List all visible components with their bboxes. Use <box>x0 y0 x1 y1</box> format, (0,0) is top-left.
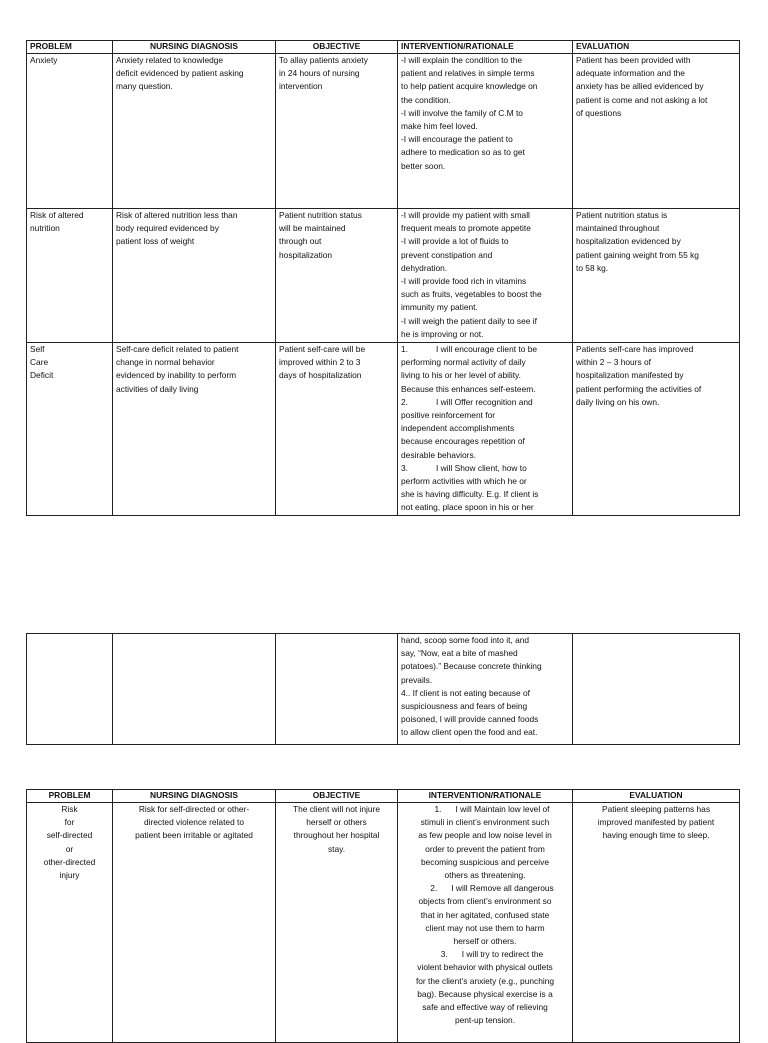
cell-text-line: deficit evidenced by patient asking <box>116 68 244 79</box>
problem-cell <box>27 343 113 516</box>
cell-text-line: she is having difficulty. E.g. If client is <box>401 489 539 500</box>
cell-text-line: patient been irritable or agitated <box>135 830 253 841</box>
cell-text-line: Patient self-care will be <box>279 344 366 354</box>
intervention-cell <box>398 209 573 343</box>
cell-text-line: maintained throughout <box>576 223 660 234</box>
list-text: I will encourage client to be <box>436 344 538 354</box>
header-evaluation: EVALUATION <box>573 41 740 54</box>
continuation-row <box>27 634 740 745</box>
cell-text-line: Anxiety <box>30 55 58 65</box>
objective-cell <box>276 209 398 343</box>
table-row <box>27 209 740 343</box>
intervention-cell <box>398 54 573 209</box>
cell-text-line: Anxiety related to knowledge <box>116 55 224 65</box>
evaluation-cell <box>573 343 740 516</box>
cell-text-line: Patients self-care has improved <box>576 344 694 354</box>
cell-text-line: desirable behaviors. <box>401 449 476 460</box>
cell-text-line: say, “Now, eat a bite of mashed <box>401 648 518 659</box>
header-nursing-diagnosis: NURSING DIAGNOSIS <box>113 41 276 54</box>
cell-text-line: patient loss of weight <box>116 236 195 247</box>
cell-text-line: for <box>64 817 75 828</box>
cell-text-line: hospitalization manifested by <box>576 370 684 381</box>
cell-text-line: injury <box>59 870 80 881</box>
list-number: 1. <box>434 804 442 814</box>
cell-text-line: -I will involve the family of C.M to <box>401 107 523 118</box>
objective-cell-empty <box>276 634 398 745</box>
cell-text-line: 4.. If client is not eating because of <box>401 687 530 698</box>
cell-text-line: -I will provide my patient with small <box>401 210 530 220</box>
cell-text-line: activities of daily living <box>116 383 199 394</box>
table-row <box>27 803 740 1043</box>
cell-text-line: -I will provide food rich in vitamins <box>401 276 527 287</box>
diagnosis-cell <box>113 343 276 516</box>
cell-text-line <box>401 948 569 961</box>
cell-text-line: adhere to medication so as to get <box>401 147 525 158</box>
list-number: 1. <box>401 344 408 354</box>
cell-text-line: potatoes).” Because concrete thinking <box>401 661 542 672</box>
objective-cell <box>276 54 398 209</box>
table-row <box>27 343 740 516</box>
cell-text-line: patient performing the activities of <box>576 383 702 394</box>
cell-text-line: client may not use them to harm <box>425 922 545 933</box>
list-number: 3. <box>440 949 448 960</box>
evaluation-cell-empty <box>573 634 740 745</box>
header-row <box>27 41 740 54</box>
cell-text-line: as few people and low noise level in <box>418 830 552 841</box>
cell-text-line: days of hospitalization <box>279 370 362 381</box>
cell-text-line: Risk of altered nutrition less than <box>116 210 238 220</box>
cell-text-line: other-directed <box>43 856 96 867</box>
cell-text-line: improved manifested by patient <box>597 817 715 828</box>
cell-text-line: objects from client’s environment so <box>418 896 552 907</box>
cell-text-line: positive reinforcement for <box>401 410 496 421</box>
problem-cell <box>27 54 113 209</box>
cell-text-line: safe and effective way of relieving <box>422 1002 548 1013</box>
care-plan-continuation-table <box>26 633 740 745</box>
cell-text-line: or <box>65 843 74 854</box>
cell-text-line: many question. <box>116 81 173 92</box>
cell-text-line <box>401 396 569 409</box>
cell-text-line: body required evidenced by <box>116 223 219 234</box>
cell-text-line: Care <box>30 357 49 368</box>
intervention-cell <box>398 343 573 516</box>
cell-text-line: stimuli in client’s environment such <box>420 817 550 828</box>
diagnosis-cell-empty <box>113 634 276 745</box>
header-objective: OBJECTIVE <box>276 790 398 803</box>
cell-text-line: hospitalization <box>279 249 333 260</box>
cell-text-line: Patient has been provided with <box>576 55 691 65</box>
cell-text-line: Risk of altered <box>30 210 84 220</box>
cell-text-line: Self <box>30 344 45 354</box>
evaluation-cell <box>573 803 740 1043</box>
cell-text-line: such as fruits, vegetables to boost the <box>401 289 542 300</box>
cell-text-line: patient gaining weight from 55 kg <box>576 249 699 260</box>
list-text: I will Offer recognition and <box>436 396 533 407</box>
cell-text-line: within 2 – 3 hours of <box>576 357 651 368</box>
cell-text-line: -I will weigh the patient daily to see if <box>401 315 537 326</box>
cell-text-line: to help patient acquire knowledge on <box>401 81 538 92</box>
cell-text-line: evidenced by inability to perform <box>116 370 237 381</box>
intervention-cell <box>398 803 573 1043</box>
cell-text-line: adequate information and the <box>576 68 685 79</box>
cell-text-line: make him feel loved. <box>401 121 478 132</box>
cell-text-line: patient and relatives in simple terms <box>401 68 535 79</box>
cell-text-line: not eating, place spoon in his or her <box>401 502 534 513</box>
care-plan-table-2 <box>26 789 740 1043</box>
cell-text-line: prevails. <box>401 674 433 685</box>
care-plan-table-1 <box>26 40 740 516</box>
cell-text-line: hospitalization evidenced by <box>576 236 681 247</box>
cell-text-line <box>401 343 569 356</box>
cell-text-line: daily living on his own. <box>576 396 660 407</box>
list-text: I will Maintain low level of <box>455 804 550 814</box>
cell-text-line: intervention <box>279 81 323 92</box>
cell-text-line: violent behavior with physical outlets <box>417 962 553 973</box>
cell-text-line: through out <box>279 236 322 247</box>
header-row <box>27 790 740 803</box>
cell-text-line: The client will not injure <box>292 804 381 814</box>
cell-text-line: he is improving or not. <box>401 328 484 339</box>
diagnosis-cell <box>113 54 276 209</box>
cell-text-line: living to his or her level of ability. <box>401 370 521 381</box>
cell-text-line: suspiciousness and fears of being <box>401 701 528 712</box>
cell-text-line: for the client’s anxiety (e.g., punching <box>415 975 555 986</box>
cell-text-line <box>401 882 569 895</box>
diagnosis-cell <box>113 209 276 343</box>
cell-text-line: change in normal behavior <box>116 357 215 368</box>
cell-text-line: -I will explain the condition to the <box>401 55 523 65</box>
cell-text-line: bag). Because physical exercise is a <box>417 988 553 999</box>
list-number: 2. <box>401 396 408 407</box>
cell-text-line: Risk for self-directed or other- <box>138 804 250 814</box>
list-text: I will Remove all dangerous <box>451 883 554 894</box>
list-text: I will Show client, how to <box>436 462 527 473</box>
cell-text-line: better soon. <box>401 160 446 171</box>
cell-text-line: patient is come and not asking a lot <box>576 94 708 105</box>
list-number: 2. <box>430 883 438 894</box>
intervention-cell <box>398 634 573 745</box>
cell-text-line: independent accomplishments <box>401 423 515 434</box>
cell-text-line: To allay patients anxiety <box>279 55 368 65</box>
cell-text-line: in 24 hours of nursing <box>279 68 360 79</box>
cell-text-line: to allow client open the food and eat. <box>401 727 538 738</box>
diagnosis-cell <box>113 803 276 1043</box>
cell-text-line: to 58 kg. <box>576 262 609 273</box>
cell-text-line: nutrition <box>30 223 60 234</box>
cell-text-line: anxiety has be allied evidenced by <box>576 81 704 92</box>
objective-cell <box>276 803 398 1043</box>
cell-text-line: herself or others <box>306 817 367 828</box>
cell-text-line: performing normal activity of daily <box>401 357 526 368</box>
cell-text-line: immunity my patient. <box>401 302 478 313</box>
cell-text-line: perform activities with which he or <box>401 476 527 487</box>
cell-text-line: because encourages repetition of <box>401 436 525 447</box>
cell-text-line: Risk <box>61 804 78 814</box>
header-nursing-diagnosis: NURSING DIAGNOSIS <box>113 790 276 803</box>
problem-cell-empty <box>27 634 113 745</box>
cell-text-line: the condition. <box>401 94 451 105</box>
evaluation-cell <box>573 209 740 343</box>
header-intervention: INTERVENTION/RATIONALE <box>398 41 573 54</box>
cell-text-line: Because this enhances self-esteem. <box>401 383 536 394</box>
cell-text-line: directed violence related to <box>143 817 245 828</box>
header-intervention: INTERVENTION/RATIONALE <box>398 790 573 803</box>
table-row <box>27 54 740 209</box>
cell-text-line: stay. <box>327 843 346 854</box>
cell-text-line: Patient nutrition status is <box>576 210 668 220</box>
cell-text-line <box>401 462 569 475</box>
cell-text-line: that in her agitated, confused state <box>420 909 550 920</box>
problem-cell <box>27 209 113 343</box>
cell-text-line: of questions <box>576 107 622 118</box>
cell-text-line: others as threatening. <box>444 870 526 881</box>
header-problem: PROBLEM <box>27 790 113 803</box>
cell-text-line: Patient sleeping patterns has <box>601 804 711 814</box>
list-text: I will try to redirect the <box>461 949 544 960</box>
cell-text-line: hand, scoop some food into it, and <box>401 635 530 645</box>
cell-text-line: poisoned, I will provide canned foods <box>401 714 539 725</box>
cell-text-line: frequent meals to promote appetite <box>401 223 531 234</box>
cell-text-line: -I will encourage the patient to <box>401 134 513 145</box>
cell-text-line: order to prevent the patient from <box>425 843 545 854</box>
cell-text-line: Patient nutrition status <box>279 210 362 220</box>
problem-cell <box>27 803 113 1043</box>
cell-text-line: improved within 2 to 3 <box>279 357 361 368</box>
header-problem: PROBLEM <box>27 41 113 54</box>
cell-text-line: having enough time to sleep. <box>602 830 710 841</box>
cell-text-line <box>401 803 569 816</box>
cell-text-line: dehydration. <box>401 262 448 273</box>
objective-cell <box>276 343 398 516</box>
cell-text-line: will be maintained <box>279 223 346 234</box>
cell-text-line: self-directed <box>46 830 93 841</box>
cell-text-line: becoming suspicious and perceive <box>420 856 550 867</box>
header-evaluation: EVALUATION <box>573 790 740 803</box>
cell-text-line: -I will provide a lot of fluids to <box>401 236 509 247</box>
list-number: 3. <box>401 462 408 473</box>
header-objective: OBJECTIVE <box>276 41 398 54</box>
cell-text-line: Self-care deficit related to patient <box>116 344 239 354</box>
cell-text-line: prevent constipation and <box>401 249 493 260</box>
evaluation-cell <box>573 54 740 209</box>
cell-text-line: Deficit <box>30 370 54 381</box>
cell-text-line: herself or others. <box>453 936 517 947</box>
cell-text-line: throughout her hospital <box>293 830 380 841</box>
cell-text-line: pent-up tension. <box>454 1015 516 1026</box>
